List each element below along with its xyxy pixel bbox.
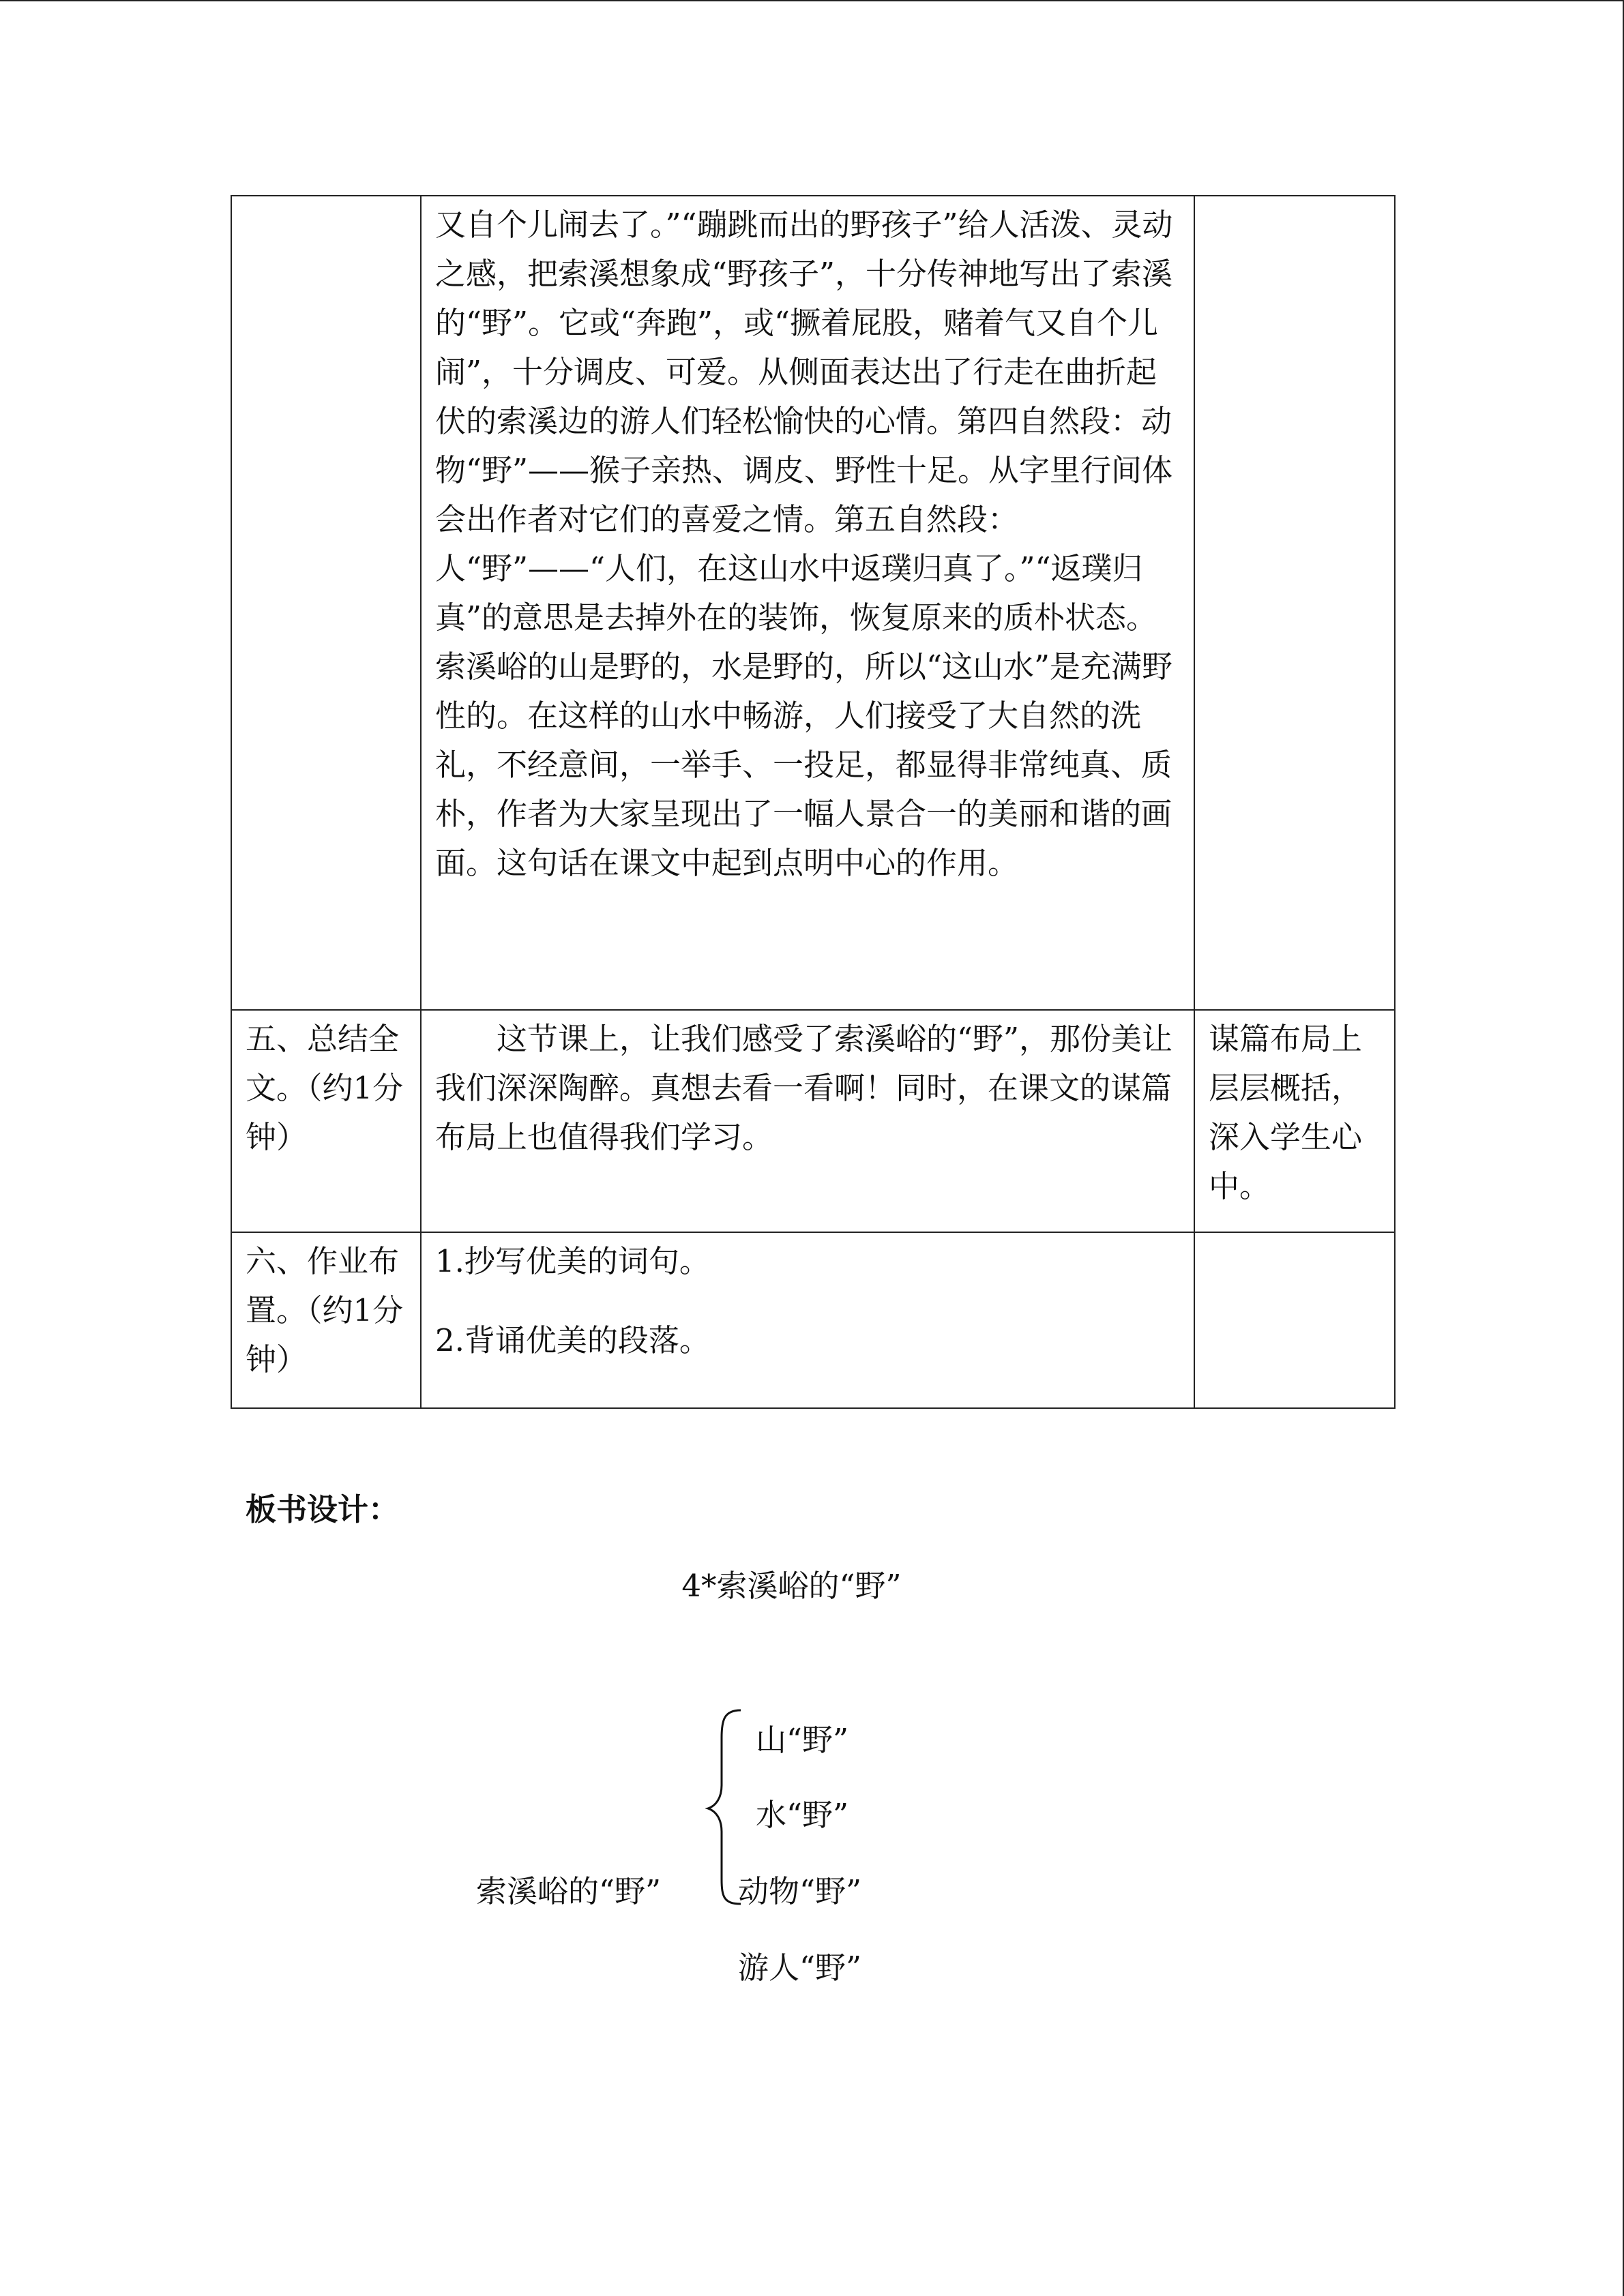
homework-cell	[421, 1232, 1194, 1408]
content-cell: 又自个儿闹去了。”“蹦跳而出的野孩子”给人活泼、灵动之感，把索溪想象成“野孩子”，十分传神地写出了索溪的“野”。它或“奔跑”，或“撅着屁股，赌着气又自个儿闹”，十分调皮、可爱。从侧面表达出了行走在曲折起伏的索溪边的游人们轻松愉快的心情。第四自然段：动物“野”——猴子亲热、调皮、野性十足。从字里行间体会出作者对它们的喜爱之情。第五自然段：人“野”——“人们，在这山水中返璞归真了。”“返璞归真”的意思是去掉外在的装饰，恢复原来的质朴状态。索溪峪的山是野的，水是野的，所以“这山水”是充满野性的。在这样的山水中畅游，人们接受了大自然的洗礼，不经意间，一举手、一投足，都显得非常纯真、质朴，作者为大家呈现出了一幅人景合一的美丽和谐的画面。这句话在课文中起到点明中心的作用。	[421, 196, 1194, 1010]
table-row	[231, 1010, 1395, 1232]
step-cell	[231, 196, 421, 1010]
board-item: 水“野”	[756, 1797, 849, 1833]
lesson-plan-table	[231, 195, 1396, 1409]
homework-item: 2.背诵优美的段落。	[435, 1322, 710, 1358]
table-row	[231, 196, 1395, 1010]
note-cell: 谋篇布局上层层概括，深入学生心中。	[1194, 1010, 1395, 1232]
board-item: 游人“野”	[738, 1950, 862, 1986]
step-cell: 六、作业布置。（约1分钟）	[231, 1232, 421, 1408]
board-title: 4*索溪峪的“野”	[681, 1568, 902, 1604]
note-cell	[1194, 196, 1395, 1010]
board-item: 山“野”	[756, 1722, 849, 1758]
step-cell: 五、总结全文。（约1分钟）	[231, 1010, 421, 1232]
board-item: 动物“野”	[738, 1873, 862, 1909]
board-design-heading: 板书设计：	[246, 1491, 400, 1527]
note-cell	[1194, 1232, 1395, 1408]
board-main-topic: 索溪峪的“野”	[476, 1873, 662, 1909]
homework-item: 1.抄写优美的词句。	[435, 1243, 710, 1279]
content-cell: 这节课上，让我们感受了索溪峪的“野”，那份美让我们深深陶醉。真想去看一看啊！同时，在课文的谋篇布局上也值得我们学习。	[421, 1010, 1194, 1232]
page-top-border	[0, 0, 1624, 1]
table-row	[231, 1232, 1395, 1408]
